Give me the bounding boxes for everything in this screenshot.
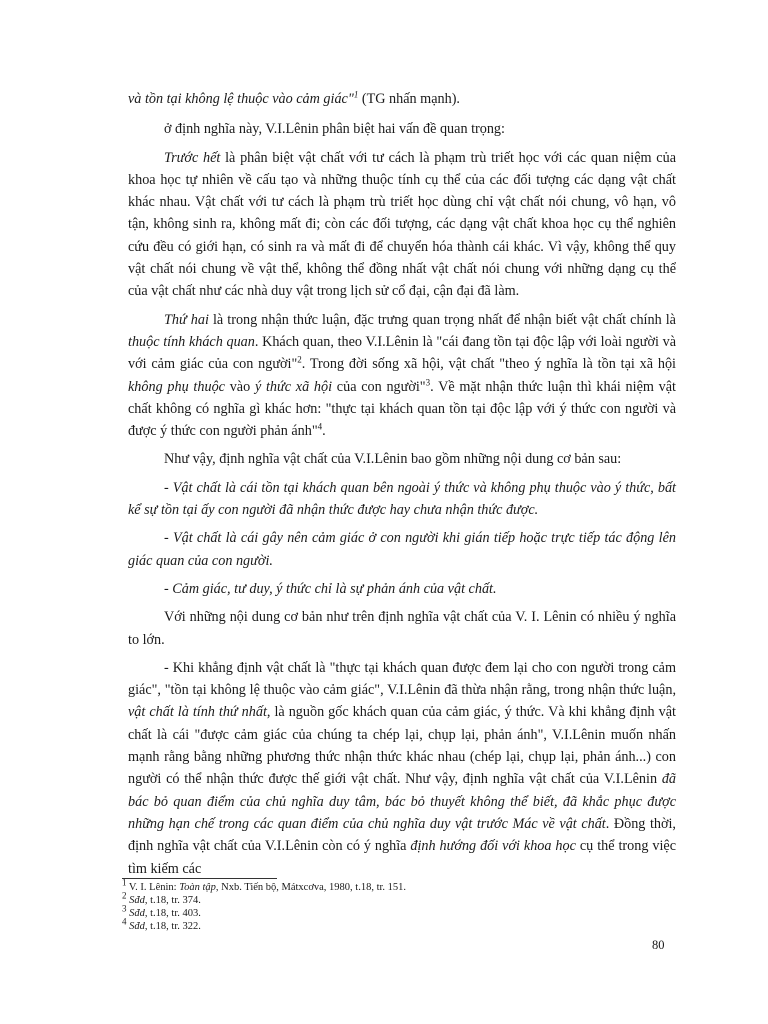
text-run: là trong nhận thức luận, đặc trưng quan trọng nhất để nhận biết vật chất chính là [208, 311, 676, 328]
footnote-ref: 4 [317, 421, 323, 432]
footnote-number: 4 [122, 916, 127, 927]
italic-text: và tồn tại không lệ thuộc vào cảm giác" [128, 91, 354, 107]
italic-text: vật chất là tính thứ nhất [128, 704, 267, 721]
body-text [128, 88, 676, 886]
italic-text: ý thức xã hội [254, 378, 333, 395]
text-run: , là nguồn gốc khách quan của cảm giác, ý thức. Và khi khẳng định vật chất là cái "được cảm giác của chúng ta chép lại, chụp lại, phản ánh", V.I.Lênin muốn nhấn mạnh rằng bằng những phương thức nhận thức khác nhau (chép lại, chụp lại, phản ánh...) con người có thể nhận thức được thế giới vật chất. Như vậy, định nghĩa vật chất của V.I.Lênin [128, 704, 676, 788]
footnote-text: , t.18, tr. 374. [144, 895, 201, 906]
text-run: ở định nghĩa này, V.I.Lênin phân biệt hai vấn đề quan trọng: [164, 121, 505, 138]
footnote-title: Toàn tập [179, 882, 216, 893]
footnote [122, 903, 642, 920]
text-run: . Về mặt nhận thức luận thì khái niệm vật chất không có nghĩa gì khác hơn: "thực tại khách quan tồn tại độc lập với ý thức con người và được ý thức con người phản ánh" [128, 378, 676, 440]
text-run: (TG nhấn mạnh). [358, 91, 460, 107]
text-run: của con người" [332, 378, 426, 395]
footnotes [122, 877, 642, 933]
text-run: cụ thể trong việc tìm kiếm các [128, 838, 676, 877]
text-run: Với những nội dung cơ bản như trên định nghĩa vật chất của V. I. Lênin có nhiều ý nghĩa to lớn. [128, 609, 676, 648]
footnote-text: , t.18, tr. 403. [144, 908, 201, 919]
paragraph [128, 606, 676, 651]
italic-text: Thứ hai [164, 311, 209, 328]
paragraph [128, 448, 676, 470]
italic-text: - Vật chất là cái gây nên cảm giác ở con người khi gián tiếp hoặc trực tiếp tác động lên giác quan của con người. [128, 530, 676, 569]
footnote-number: 1 [122, 877, 127, 888]
text-run: - Khi khẳng định vật chất là "thực tại khách quan được đem lại cho con người trong cảm giác", "tồn tại không lệ thuộc vào cảm giác", V.I.Lênin đã thừa nhận rằng, trong nhận thức luận, [128, 659, 676, 699]
text-run: . Khách quan, theo V.I.Lênin là "cái đang tồn tại độc lập với loài người và với cảm giác của con người" [128, 333, 676, 373]
footnote-title: Sđd [129, 908, 145, 919]
paragraph [128, 527, 676, 572]
italic-text: đã bác bỏ quan điểm của chủ nghĩa duy tâm, bác bỏ thuyết không thể biết, đã khắc phục được những hạn chế trong các quan điểm của chủ nghĩa duy vật trước Mác về vật chất [128, 771, 676, 832]
text-run: vào [224, 378, 255, 395]
paragraph [128, 88, 676, 110]
paragraph [128, 309, 676, 443]
footnote-text: , t.18, tr. 322. [144, 921, 201, 932]
footnote-number: 3 [122, 903, 127, 914]
footnote-separator [122, 878, 277, 879]
footnote-ref: 3 [425, 376, 431, 387]
footnote-number: 2 [122, 890, 127, 901]
footnote [122, 890, 642, 907]
paragraph [128, 477, 676, 522]
paragraph [128, 578, 676, 600]
italic-text: định hướng đối với khoa học [410, 838, 576, 855]
page-number: 80 [652, 938, 665, 952]
text-run: Như vậy, định nghĩa vật chất của V.I.Lênin bao gồm những nội dung cơ bản sau: [164, 451, 622, 468]
footnote-ref: 2 [297, 354, 302, 365]
text-run: . Trong đời sống xã hội, vật chất "theo ý nghĩa là tồn tại xã hội [301, 356, 677, 373]
footnote [122, 916, 642, 933]
footnote-ref: 1 [353, 89, 359, 100]
footnote-text: , Nxb. Tiến bộ, Mátxcơva, 1980, t.18, tr. 151. [215, 882, 407, 893]
footnote [122, 877, 642, 894]
text-run: là phân biệt vật chất với tư cách là phạm trù triết học với các quan niệm của khoa học tự nhiên về cấu tạo và những thuộc tính cụ thể của các đối tượng các dạng vật chất khác nhau. Vật chất với tư cách là phạm trù triết học dùng chỉ vật chất nói chung, vô hạn, vô tận, không sinh ra, không mất đi; còn các đối tượng, các dạng vật chất khoa học cụ thể nghiên cứu đều có giới hạn, có sinh ra và mất đi để chuyển hóa thành cái khác. Vì vậy, không thể quy vật chất nói chung về vật thể, không thể đồng nhất vật chất nói chung với những dạng cụ thể của vật chất như các nhà duy vật trong lịch sử cổ đại, cận đại đã làm. [128, 149, 676, 300]
footnote-text: V. I. Lênin: [126, 882, 180, 893]
paragraph [128, 147, 676, 303]
italic-text: thuộc tính khách quan [128, 333, 255, 350]
italic-text: - Cảm giác, tư duy, ý thức chỉ là sự phản ánh của vật chất. [164, 580, 497, 597]
text-run: . Đồng thời, định nghĩa vật chất của V.I.Lênin còn có ý nghĩa [128, 815, 676, 855]
italic-text: Trước hết [164, 149, 221, 166]
paragraph [128, 657, 676, 880]
italic-text: - Vật chất là cái tồn tại khách quan bên ngoài ý thức và không phụ thuộc vào ý thức, bất kể sự tồn tại ấy con người đã nhận thức được hay chưa nhận thức được. [128, 479, 676, 519]
paragraph [128, 118, 676, 140]
text-run: . [322, 423, 326, 440]
italic-text: không phụ thuộc [128, 378, 225, 395]
footnote-title: Sđd [129, 895, 145, 906]
footnote-title: Sđd [129, 921, 145, 932]
